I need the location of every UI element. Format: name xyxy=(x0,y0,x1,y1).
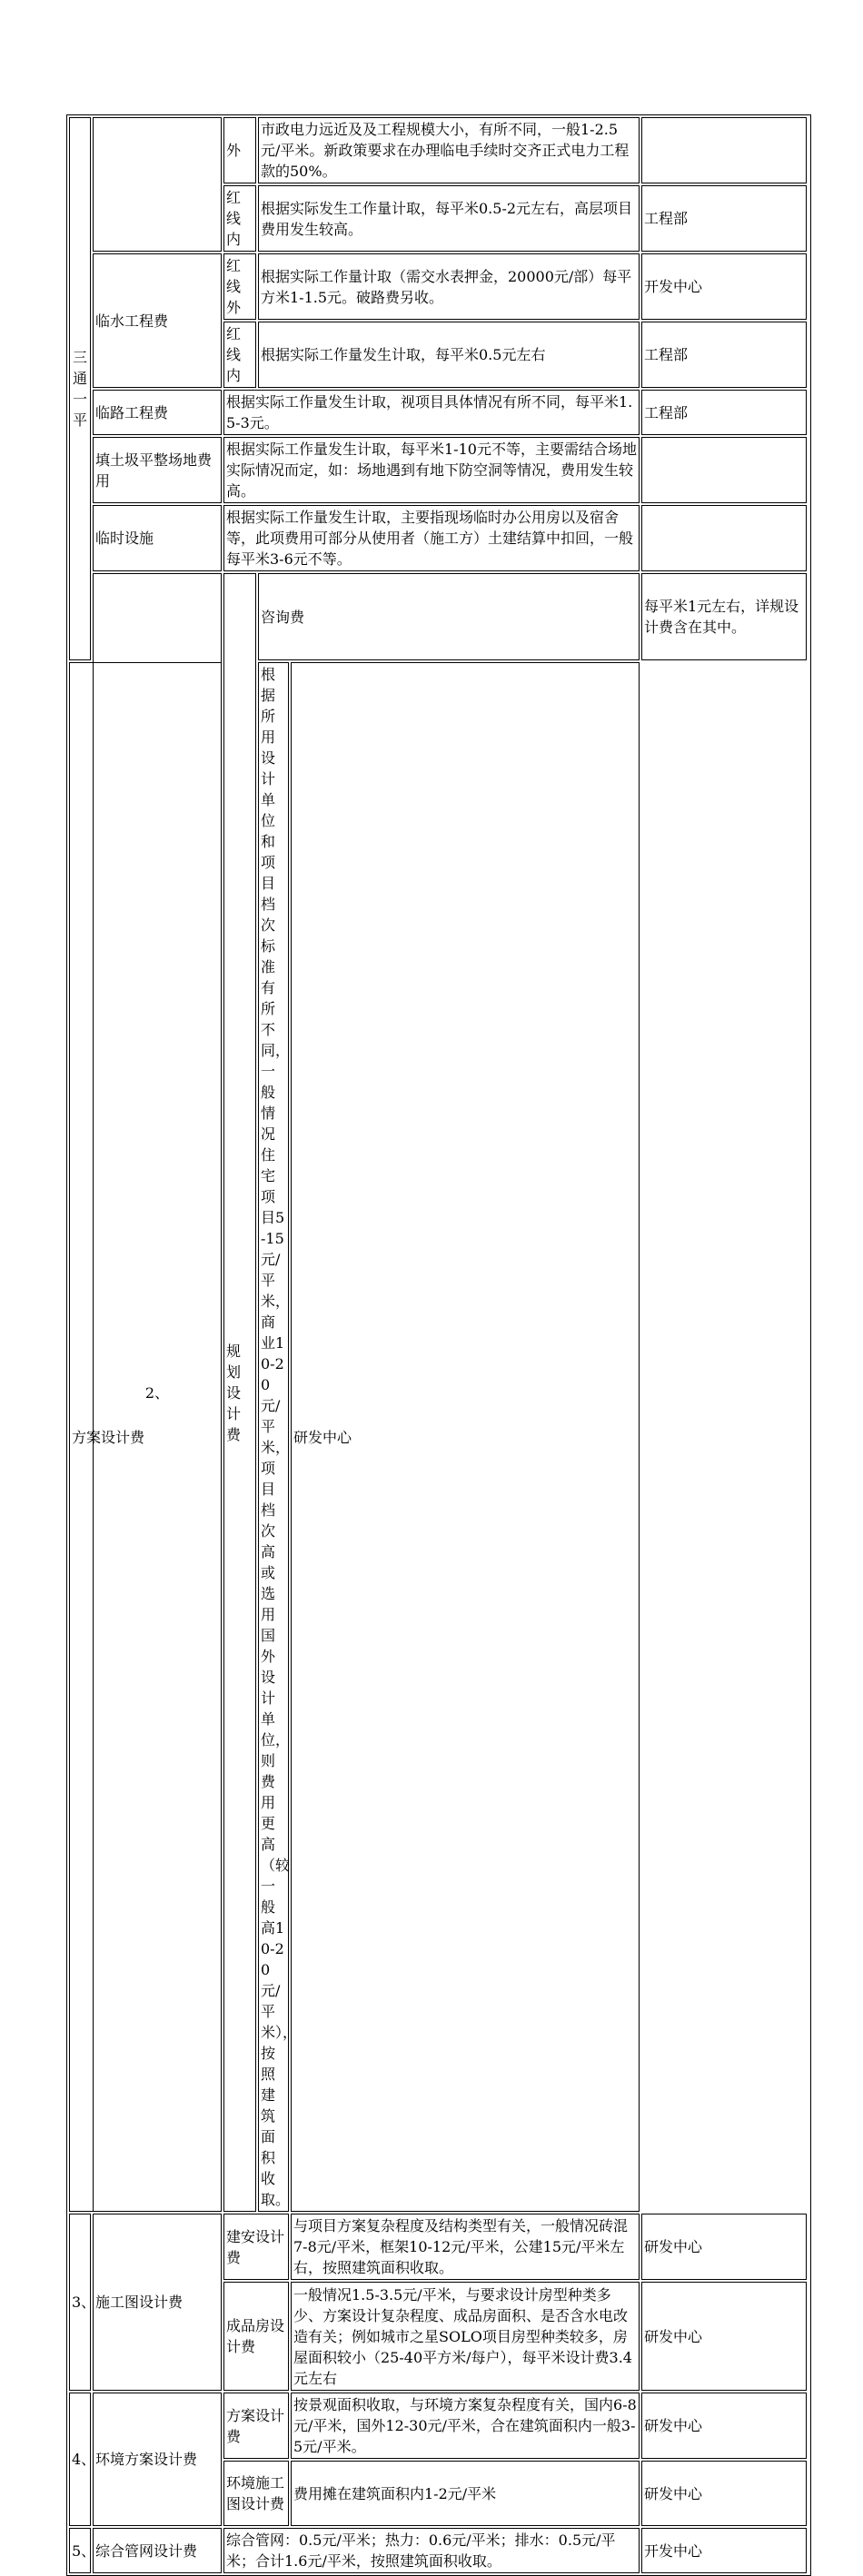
description: 与项目方案复杂程度及结构类型有关，一般情况砖混7-8元/平米，框架10-12元/平米，公建15元/平米左右，按照建筑面积收取。 xyxy=(291,2214,640,2280)
category: 临时设施 xyxy=(93,505,222,571)
table-row xyxy=(69,437,808,503)
item-number: 2、 xyxy=(93,573,222,2212)
table-row xyxy=(69,117,808,183)
sub-item: 成品房设计费 xyxy=(223,2282,289,2391)
table-row xyxy=(69,2214,808,2280)
category: 临水工程费 xyxy=(93,253,222,388)
department: 工程部 xyxy=(641,322,807,388)
item-number: 3、 xyxy=(69,2214,91,2391)
department: 研发中心 xyxy=(641,2393,807,2459)
department: 研发中心 xyxy=(641,2282,807,2391)
table-row xyxy=(69,662,808,2212)
department: 研发中心 xyxy=(291,662,640,2212)
table-row xyxy=(69,2393,808,2459)
category: 施工图设计费 xyxy=(93,2214,222,2391)
sub-item: 外 xyxy=(223,117,256,183)
description: 根据实际发生工作量计取，每平米0.5-2元左右，高层项目费用发生较高。 xyxy=(258,185,640,252)
description: 根据实际工作量计取（需交水表押金，20000元/部）每平方米1-1.5元。破路费另收。 xyxy=(258,253,640,320)
department: 研发中心 xyxy=(641,2461,807,2526)
sub-item: 环境施工图设计费 xyxy=(223,2461,289,2526)
department: 工程部 xyxy=(641,390,807,435)
sub-item: 方案设计费 xyxy=(69,662,222,2212)
table-row xyxy=(69,505,808,571)
category: 规划设计费 xyxy=(223,573,256,2212)
description: 费用摊在建筑面积内1-2元/平米 xyxy=(291,2461,640,2526)
group-label: 三通一平 xyxy=(69,117,91,660)
sub-item: 方案设计费 xyxy=(223,2393,289,2459)
department: 开发中心 xyxy=(641,2528,807,2573)
sub-item: 红线外 xyxy=(223,253,256,320)
description: 根据实际工作量发生计取，主要指现场临时办公用房以及宿舍等，此项费用可部分从使用者（施工方）土建结算中扣回，一般每平米3-6元不等。 xyxy=(223,505,640,571)
department xyxy=(641,505,807,571)
item-number: 4、 xyxy=(69,2393,91,2526)
description: 每平米1元左右，详规设计费含在其中。 xyxy=(641,573,807,660)
category-electric xyxy=(93,117,222,252)
description: 一般情况1.5-3.5元/平米，与要求设计房型种类多少、方案设计复杂程度、成品房面积、是否含水电改造有关；例如城市之星SOLO项目房型种类较多，房屋面积较小（25-40平方米/每户），每平米设计费3.4元左右 xyxy=(291,2282,640,2391)
description: 根据实际工作量发生计取，每平米0.5元左右 xyxy=(258,322,640,388)
category: 填土圾平整场地费用 xyxy=(93,437,222,503)
category: 环境方案设计费 xyxy=(93,2393,222,2526)
description: 根据实际工作量发生计取，视项目具体情况有所不同，每平米1.5-3元。 xyxy=(223,390,640,435)
category: 临路工程费 xyxy=(93,390,222,435)
description: 根据所用设计单位和项目档次标准有所不同，一般情况住宅项目5-15元/平米，商业10-20元/平米，项目档次高或选用国外设计单位，则费用更高（较一般高10-20元/平米），按照建筑面积收取。 xyxy=(258,662,289,2212)
sub-item: 建安设计费 xyxy=(223,2214,289,2280)
department: 研发中心 xyxy=(641,2214,807,2280)
department: 工程部 xyxy=(641,185,807,252)
table-row xyxy=(69,390,808,435)
sub-item: 红线内 xyxy=(223,185,256,252)
description: 按景观面积收取，与环境方案复杂程度有关，国内6-8元/平米，国外12-30元/平米，合在建筑面积内一般3-5元/平米。 xyxy=(291,2393,640,2459)
document-page xyxy=(66,114,809,2576)
sub-item: 红线内 xyxy=(223,322,256,388)
sub-item: 咨询费 xyxy=(258,573,640,660)
table-row xyxy=(69,573,808,660)
category: 综合管网设计费 xyxy=(93,2528,222,2573)
department xyxy=(641,117,807,183)
description: 综合管网：0.5元/平米；热力：0.6元/平米；排水：0.5元/平米；合计1.6元/平米，按照建筑面积收取。 xyxy=(223,2528,640,2573)
department: 开发中心 xyxy=(641,253,807,320)
department xyxy=(641,437,807,503)
description: 市政电力远近及及工程规模大小，有所不同，一般1-2.5元/平米。新政策要求在办理临电手续时交齐正式电力工程款的50%。 xyxy=(258,117,640,183)
description: 根据实际工作量发生计取，每平米1-10元不等，主要需结合场地实际情况而定，如：场地遇到有地下防空洞等情况，费用发生较高。 xyxy=(223,437,640,503)
item-number: 5、 xyxy=(69,2528,91,2573)
table-row xyxy=(69,2528,808,2573)
table-row xyxy=(69,253,808,320)
fee-table xyxy=(66,114,811,2576)
